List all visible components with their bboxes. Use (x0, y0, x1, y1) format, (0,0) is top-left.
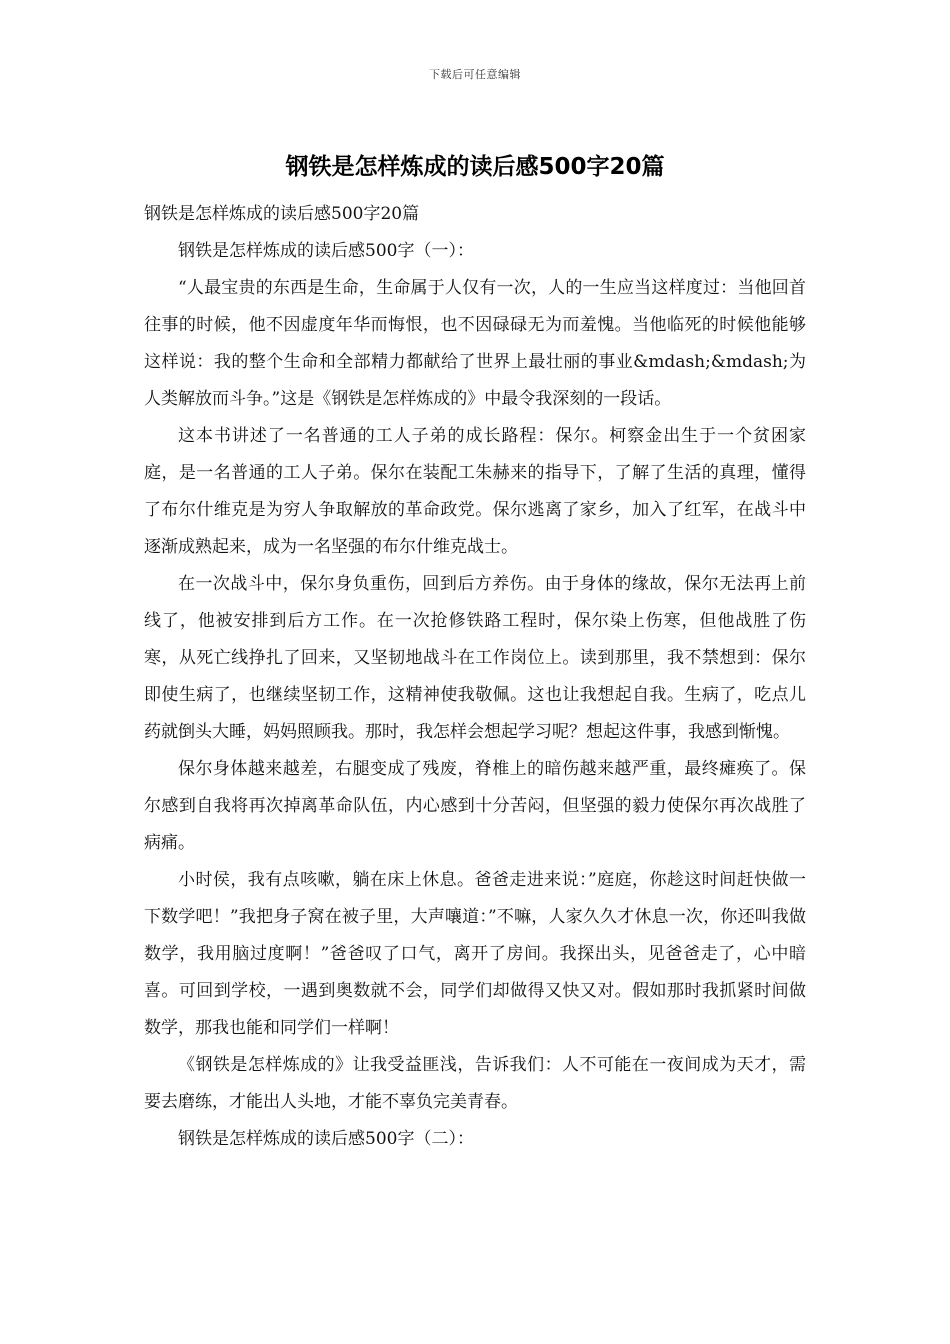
section-heading: 钢铁是怎样炼成的读后感500字（二）： (178, 1129, 474, 1149)
paragraph: 保尔身体越来越差，右腿变成了残废，脊椎上的暗伤越来越严重，最终瘫痪了。保尔感到自我将再次掉离革命队伍，内心感到十分苦闷，但坚强的毅力使保尔再次战胜了病痛。 (144, 759, 806, 853)
document-title: 钢铁是怎样炼成的读后感500字20篇 (285, 154, 665, 180)
paragraph: 这本书讲述了一名普通的工人子弟的成长路程：保尔。柯察金出生于一个贫困家庭，是一名普通的工人子弟。保尔在装配工朱赫来的指导下，了解了生活的真理，懂得了布尔什维克是为穷人争取解放的革命政党。保尔逃离了家乡，加入了红军，在战斗中逐渐成熟起来，成为一名坚强的布尔什维克战士。 (144, 426, 806, 557)
paragraph: 小时侯，我有点咳嗽，躺在床上休息。爸爸走进来说：”庭庭，你趁这时间赶快做一下数学吧！”我把身子窝在被子里，大声嚷道：”不嘛，人家久久才休息一次，你还叫我做数学，我用脑过度啊！”爸爸叹了口气，离开了房间。我探出头，见爸爸走了，心中暗喜。可回到学校，一遇到奥数就不会，同学们却做得又快又对。假如那时我抓紧时间做数学，那我也能和同学们一样啊！ (144, 870, 806, 1038)
paragraph: “人最宝贵的东西是生命，生命属于人仅有一次，人的一生应当这样度过：当他回首往事的时候，他不因虚度年华而悔恨，也不因碌碌无为而羞愧。当他临死的时候他能够这样说：我的整个生命和全部精力都献给了世界上最壮丽的事业&mdash;&mdash;为人类解放而斗争。”这是《钢铁是怎样炼成的》中最令我深刻的一段话。 (144, 278, 806, 409)
paragraph: 《钢铁是怎样炼成的》让我受益匪浅，告诉我们：人不可能在一夜间成为天才，需要去磨练，才能出人头地，才能不辜负完美青春。 (144, 1055, 806, 1112)
header-note: 下载后可任意编辑 (429, 68, 521, 81)
document-body (144, 196, 806, 1158)
section-heading: 钢铁是怎样炼成的读后感500字（一）： (178, 241, 474, 261)
paragraph: 在一次战斗中，保尔身负重伤，回到后方养伤。由于身体的缘故，保尔无法再上前线了，他被安排到后方工作。在一次抢修铁路工程时，保尔染上伤寒，但他战胜了伤寒，从死亡线挣扎了回来，又坚韧地战斗在工作岗位上。读到那里，我不禁想到：保尔即使生病了，也继续坚韧工作，这精神使我敬佩。这也让我想起自我。生病了，吃点儿药就倒头大睡，妈妈照顾我。那时，我怎样会想起学习呢？想起这件事，我感到惭愧。 (144, 574, 806, 742)
subtitle-paragraph: 钢铁是怎样炼成的读后感500字20篇 (144, 204, 420, 224)
